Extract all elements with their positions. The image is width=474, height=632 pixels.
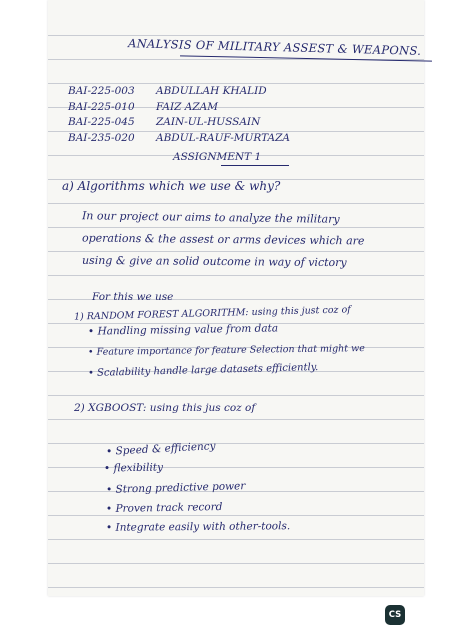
member-name: ZAIN-UL-HUSSAIN [156, 116, 261, 128]
question-heading: a) Algorithms which we use & why? [62, 179, 281, 193]
algorithm-2-point: • Integrate easily with other-tools. [105, 520, 291, 534]
member-name: FAIZ AZAM [156, 101, 218, 113]
member-roll: BAI-225-003 [68, 85, 135, 97]
camscanner-logo-text: CS [388, 610, 402, 620]
for-this-line: For this we use [92, 291, 174, 303]
member-roll: BAI-235-020 [68, 132, 135, 144]
algorithm-1-heading: 1) RANDOM FOREST ALGORITHM: using this just coz of [73, 304, 351, 323]
member-name: ABDULLAH KHALID [156, 85, 267, 97]
camscanner-logo [385, 605, 405, 625]
paragraph-line: In our project our aims to analyze the military [81, 209, 340, 226]
assignment-underline [221, 165, 289, 166]
algorithm-2-point: • Strong predictive power [105, 480, 246, 496]
notebook-sheet [48, 0, 424, 596]
algorithm-2-point: • Proven track record [105, 500, 223, 516]
algorithm-2-point: • flexibility [103, 461, 164, 475]
member-name: ABDUL-RAUF-MURTAZA [156, 132, 290, 144]
member-roll: BAI-225-010 [68, 101, 135, 113]
algorithm-1-point: • Feature importance for feature Selection that might we [87, 343, 365, 358]
paragraph-line: operations & the assest or arms devices which are [81, 231, 365, 248]
paragraph-line: using & give an solid outcome in way of victory [81, 253, 347, 270]
algorithm-2-heading: 2) XGBOOST: using this jus coz of [74, 402, 256, 414]
assignment-label: ASSIGNMENT 1 [173, 151, 262, 163]
algorithm-1-point: • Scalability handle large datasets efficiently. [87, 361, 319, 380]
member-roll: BAI-225-045 [68, 116, 135, 128]
document-title: ANALYSIS OF MILITARY ASSEST & WEAPONS. [127, 36, 422, 58]
algorithm-2-point: • Speed & efficiency [105, 440, 216, 458]
algorithm-1-point: • Handling missing value from data [87, 322, 279, 338]
